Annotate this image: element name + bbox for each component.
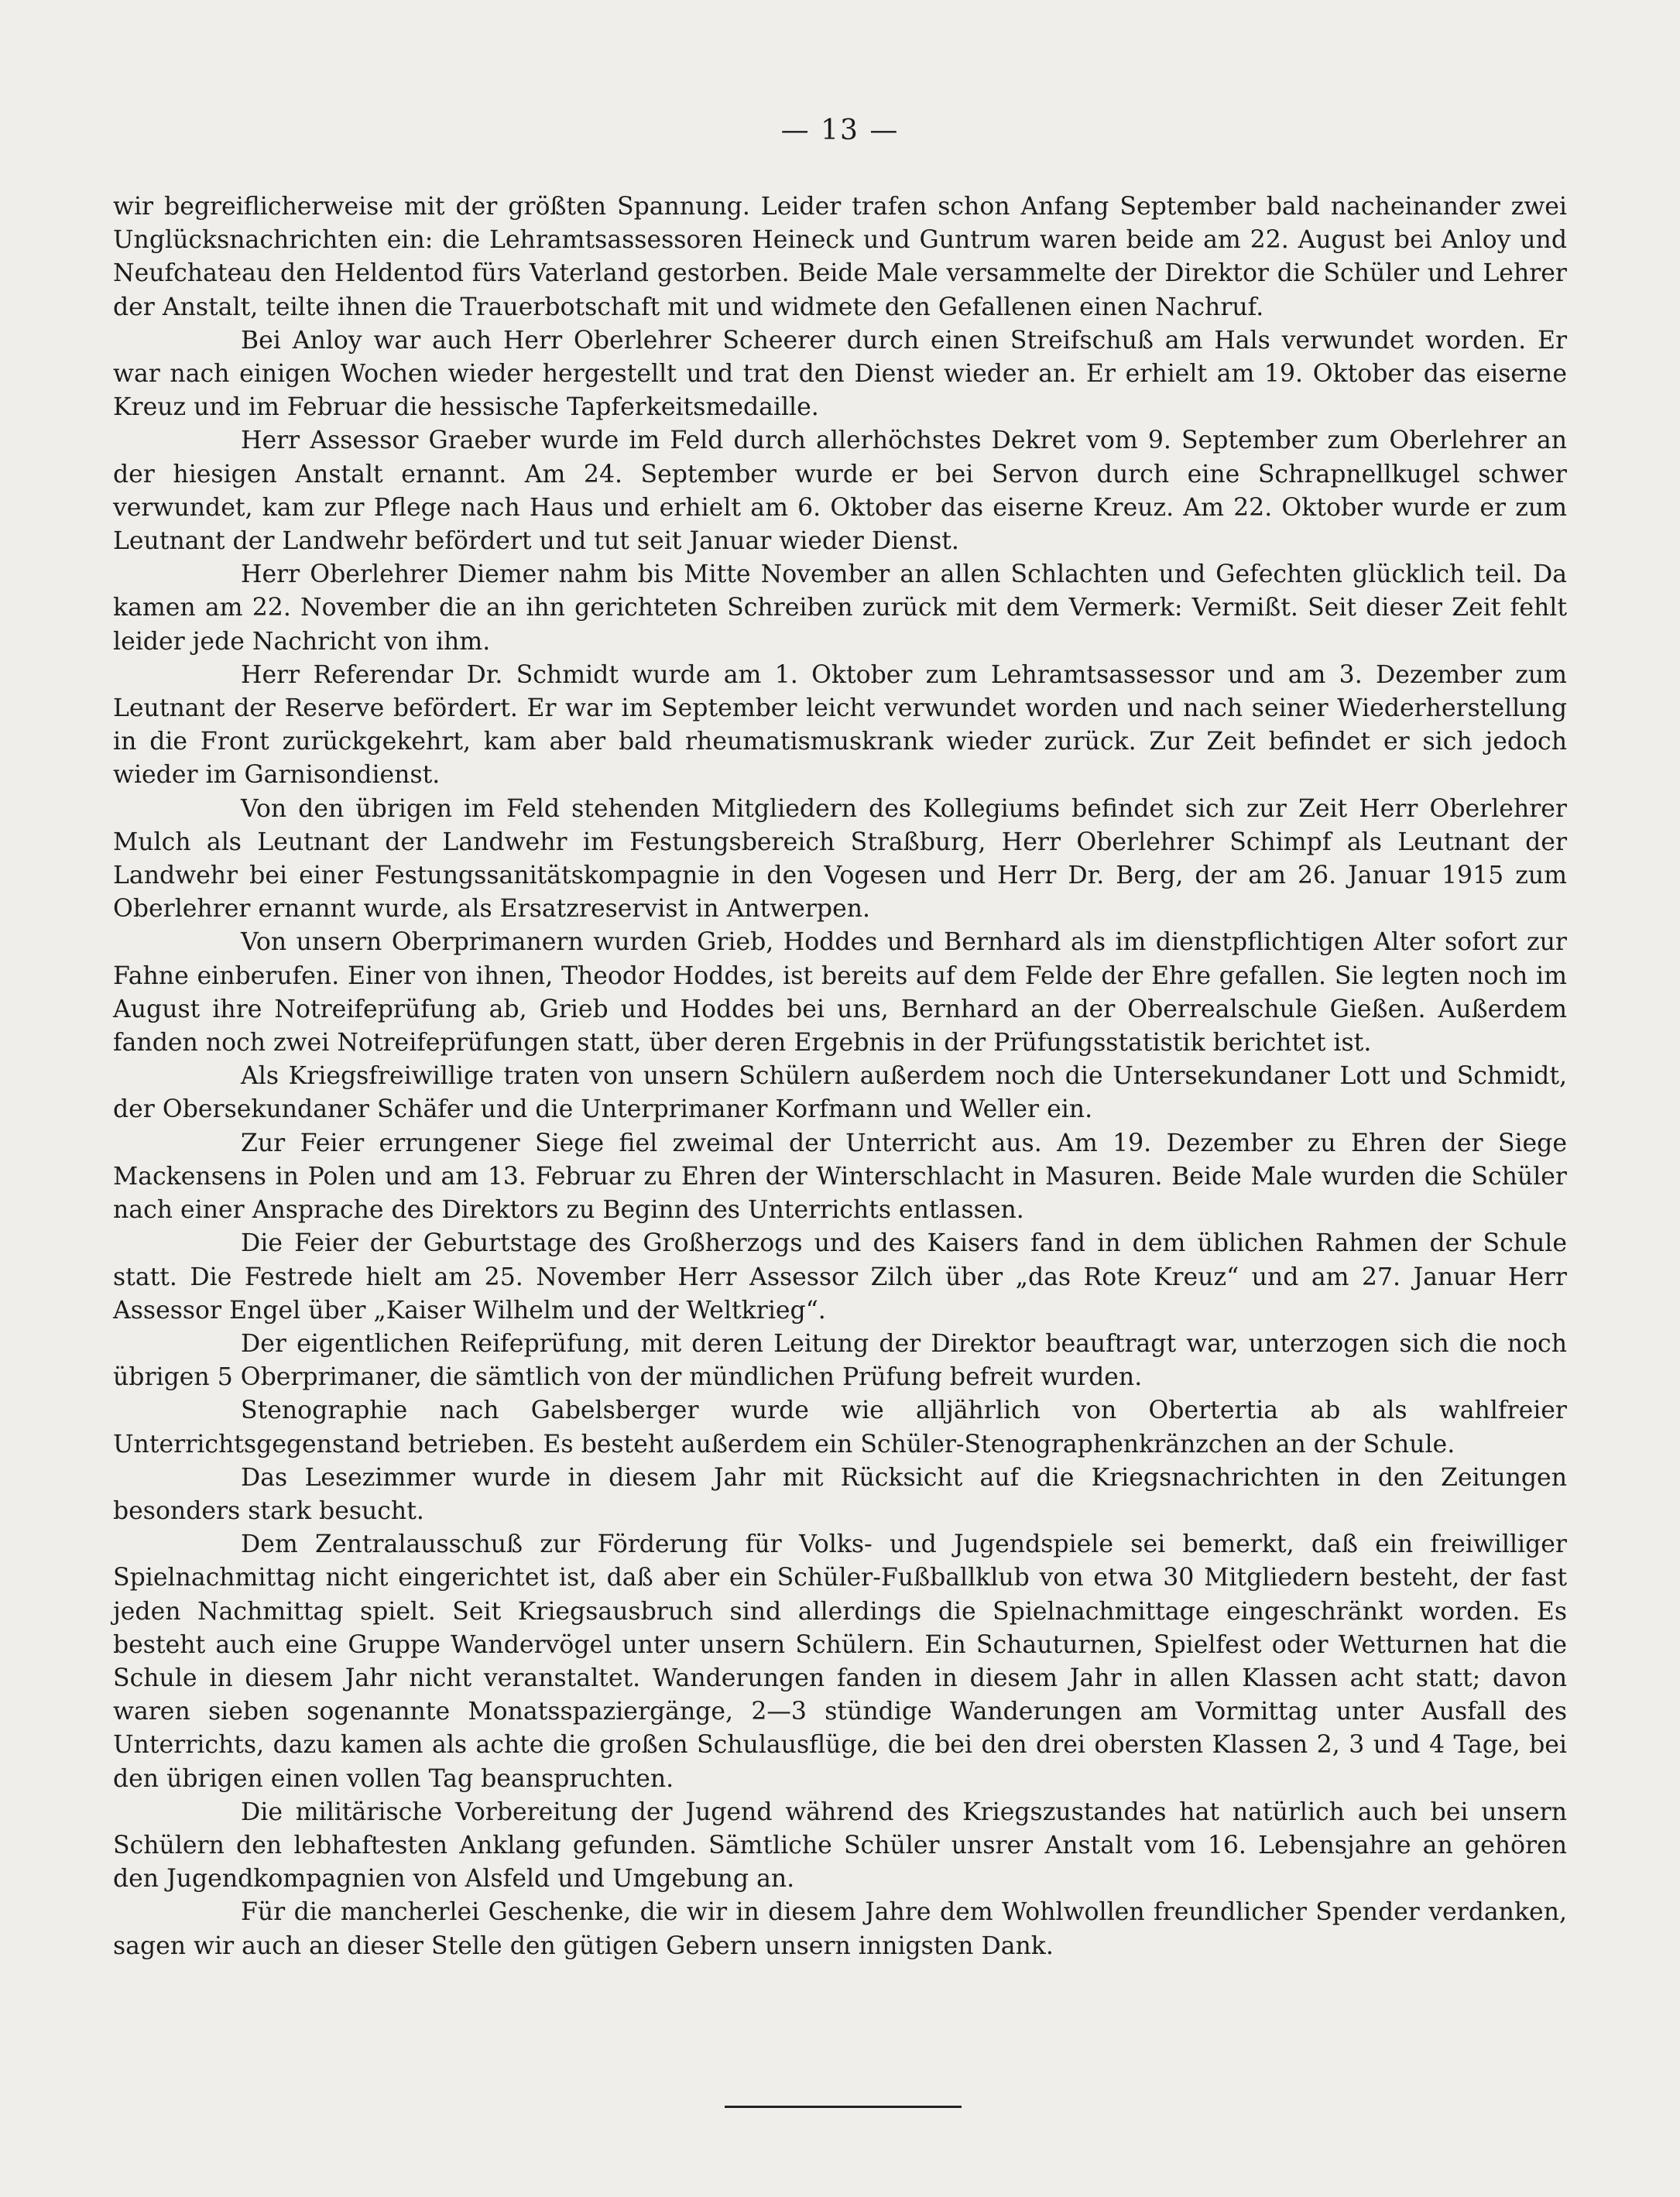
paragraph: Dem Zentralausschuß zur Förderung für Volks- und Jugendspiele sei bemerkt, daß ein freiwilliger Spielnachmittag nicht eingerichtet ist, daß aber ein Schüler-Fußballklub von etwa 30 Mitgliedern besteht, der fast jeden Nachmittag spielt. Seit Kriegsausbruch sind allerdings die Spielnachmittage eingeschränkt worden. Es besteht auch eine Gruppe Wandervögel unter unsern Schülern. Ein Schauturnen, Spielfest oder Wetturnen hat die Schule in diesem Jahr nicht veranstaltet. Wanderungen fanden in diesem Jahr in allen Klassen acht statt; davon waren sieben sogenannte Monatsspaziergänge, 2—3 stündige Wanderungen am Vormittag unter Ausfall des Unterrichts, dazu kamen als achte die großen Schulausflüge, die bei den drei obersten Klassen 2, 3 und 4 Tage, bei den übrigen einen vollen Tag beanspruchten. [113,1530,1567,1793]
paragraph: Das Lesezimmer wurde in diesem Jahr mit Rücksicht auf die Kriegsnachrichten in den Zeitungen besonders stark besucht. [113,1463,1567,1525]
closing-rule [725,2106,962,2108]
body-text [113,190,1567,1963]
paragraph: Herr Referendar Dr. Schmidt wurde am 1. Oktober zum Lehramtsassessor und am 3. Dezember zum Leutnant der Reserve befördert. Er war im September leicht verwundet worden und nach seiner Wiederherstellung in die Front zurückgekehrt, kam aber bald rheumatismuskrank wieder zurück. Zur Zeit befindet er sich jedoch wieder im Garnisondienst. [113,660,1567,790]
paragraph: wir begreiflicherweise mit der größten Spannung. Leider trafen schon Anfang September bald nacheinander zwei Unglücksnachrichten ein: die Lehramtsassessoren Heineck und Guntrum waren beide am 22. August bei Anloy und Neufchateau den Heldentod fürs Vaterland gestorben. Beide Male versammelte der Direktor die Schüler und Lehrer der Anstalt, teilte ihnen die Trauerbotschaft mit und widmete den Gefallenen einen Nachruf. [113,193,1567,321]
paragraph: Der eigentlichen Reifeprüfung, mit deren Leitung der Direktor beauftragt war, unterzogen sich die noch übrigen 5 Oberprimaner, die sämtlich von der mündlichen Prüfung befreit wurden. [113,1329,1567,1392]
paragraph: Zur Feier errungener Siege fiel zweimal der Unterricht aus. Am 19. Dezember zu Ehren der Siege Mackensens in Polen und am 13. Februar zu Ehren der Winterschlacht in Masuren. Beide Male wurden die Schüler nach einer Ansprache des Direktors zu Beginn des Unterrichts entlassen. [113,1129,1567,1225]
page-number: — 13 — [780,115,900,146]
paragraph: Bei Anloy war auch Herr Oberlehrer Scheerer durch einen Streifschuß am Hals verwundet worden. Er war nach einigen Wochen wieder hergestellt und trat den Dienst wieder an. Er erhielt am 19. Oktober das eiserne Kreuz und im Februar die hessische Tapferkeitsmedaille. [113,326,1567,422]
paragraph: Die militärische Vorbereitung der Jugend während des Kriegszustandes hat natürlich auch bei unsern Schülern den lebhaftesten Anklang gefunden. Sämtliche Schüler unsrer Anstalt vom 16. Lebensjahre an gehören den Jugendkompagnien von Alsfeld und Umgebung an. [113,1798,1567,1894]
paragraph: Als Kriegsfreiwillige traten von unsern Schülern außerdem noch die Untersekundaner Lott und Schmidt, der Obersekundaner Schäfer und die Unterprimaner Korfmann und Weller ein. [113,1062,1567,1124]
paragraph: Stenographie nach Gabelsberger wurde wie alljährlich von Obertertia ab als wahlfreier Unterrichtsgegenstand betrieben. Es besteht außerdem ein Schüler-Stenographenkränzchen an der Schule. [113,1397,1567,1458]
paragraph: Herr Oberlehrer Diemer nahm bis Mitte November an allen Schlachten und Gefechten glücklich teil. Da kamen am 22. November die an ihn gerichteten Schreiben zurück mit dem Vermerk: Vermißt. Seit dieser Zeit fehlt leider jede Nachricht von ihm. [113,560,1567,656]
paragraph: Herr Assessor Graeber wurde im Feld durch allerhöchstes Dekret vom 9. September zum Oberlehrer an der hiesigen Anstalt ernannt. Am 24. September wurde er bei Servon durch eine Schrapnellkugel schwer verwundet, kam zur Pflege nach Haus und erhielt am 6. Oktober das eiserne Kreuz. Am 22. Oktober wurde er zum Leutnant der Landwehr befördert und tut seit Januar wieder Dienst. [113,427,1567,556]
paragraph: Von den übrigen im Feld stehenden Mitgliedern des Kollegiums befindet sich zur Zeit Herr Oberlehrer Mulch als Leutnant der Landwehr im Festungsbereich Straßburg, Herr Oberlehrer Schimpf als Leutnant der Landwehr bei einer Festungssanitätskompagnie in den Vogesen und Herr Dr. Berg, der am 26. Januar 1915 zum Oberlehrer ernannt wurde, als Ersatzreservist in Antwerpen. [113,794,1567,924]
paragraph: Von unsern Oberprimanern wurden Grieb, Hoddes und Bernhard als im dienstpflichtigen Alter sofort zur Fahne einberufen. Einer von ihnen, Theodor Hoddes, ist bereits auf dem Felde der Ehre gefallen. Sie legten noch im August ihre Notreifeprüfung ab, Grieb und Hoddes bei uns, Bernhard an der Oberrealschule Gießen. Außerdem fanden noch zwei Notreifeprüfungen statt, über deren Ergebnis in der Prüfungsstatistik berichtet ist. [113,928,1567,1057]
paragraph: Die Feier der Geburtstage des Großherzogs und des Kaisers fand in dem üblichen Rahmen der Schule statt. Die Festrede hielt am 25. November Herr Assessor Zilch über „das Rote Kreuz“ und am 27. Januar Herr Assessor Engel über „Kaiser Wilhelm und der Weltkrieg“. [113,1229,1567,1325]
paragraph: Für die mancherlei Geschenke, die wir in diesem Jahre dem Wohlwollen freundlicher Spender verdanken, sagen wir auch an dieser Stelle den gütigen Gebern unsern innigsten Dank. [113,1898,1567,1960]
